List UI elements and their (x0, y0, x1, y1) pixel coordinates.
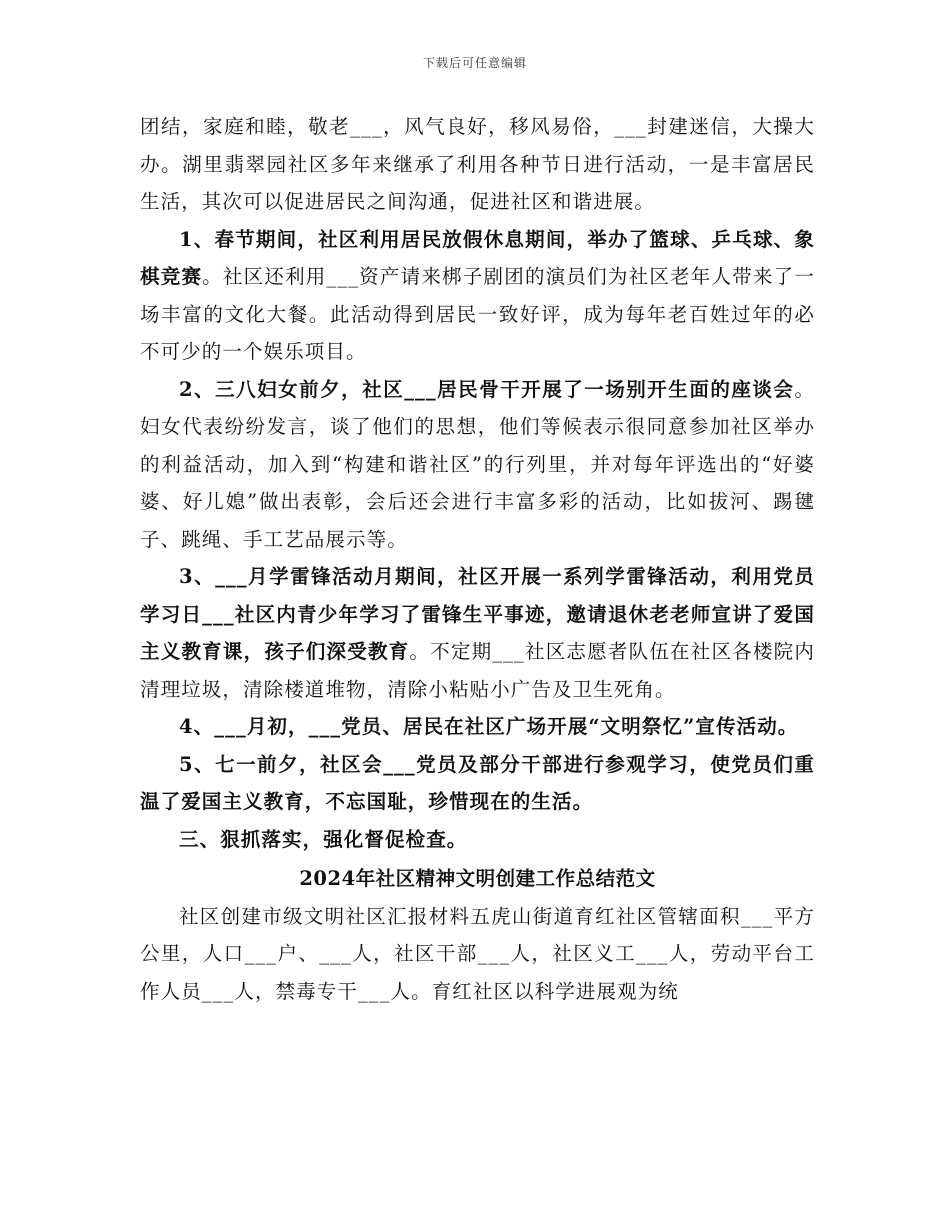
list-item-5: 5、七一前夕，社区会___党员及部分干部进行参观学习，使党员们重温了爱国主义教育，不忘国耻，珍惜现在的生活。 (140, 752, 815, 813)
list-item-4: 4、___月初，___党员、居民在社区广场开展“文明祭忆”宣传活动。 (179, 715, 799, 738)
list-item-3-body: 。不定期___社区志愿者队伍在社区各楼院内清理垃圾，清除楼道堆物，清除小粘贴小广告及卫生死角。 (140, 640, 815, 701)
list-item-3-heading: 3、___月学雷锋活动月期间，社区开展一系列学雷锋活动，利用党员学习日___社区内青少年学习了雷锋生平事迹，邀请退休老老师宣讲了爱国主义教育课，孩子们深受教育 (140, 565, 815, 663)
list-item-2 (140, 371, 815, 559)
list-item-2-body: 。妇女代表纷纷发言，谈了他们的思想，他们等候表示很同意参加社区举办的利益活动，加入到“构建和谐社区”的行列里，并对每年评选出的“好婆婆、好儿媳”做出表彰，会后还会进行丰富多彩的活动，比如拔河、踢毽子、跳绳、手工艺品展示等。 (140, 377, 815, 551)
paragraph-intro: 团结，家庭和睦，敬老___，风气良好，移风易俗，___封建迷信，大操大办。湖里翡翠园社区多年来继承了利用各种节日进行活动，一是丰富居民生活，其次可以促进居民之间沟通，促进社区和谐进展。 (140, 115, 815, 213)
list-item-2-heading: 2、三八妇女前夕，社区___居民骨干开展了一场别开生面的座谈会 (179, 377, 795, 401)
list-item-1-body: 。社区还利用___资产请来梆子剧团的演员们为社区老年人带来了一场丰富的文化大餐。此活动得到居民一致好评，成为每年老百姓过年的必不可少的一个娱乐项目。 (140, 265, 815, 363)
document-title: 2024年社区精神文明创建工作总结范文 (299, 867, 656, 890)
list-item-3 (140, 558, 815, 708)
section-heading-3: 三、狠抓落实，强化督促检查。 (179, 827, 468, 851)
paragraph-report: 社区创建市级文明社区汇报材料五虎山街道育红社区管辖面积___平方公里，人口___户、___人，社区干部___人，社区义工___人，劳动平台工作人员___人，禁毒专干___人。育红社区以科学进展观为统 (140, 904, 815, 1003)
list-item-1 (140, 221, 815, 371)
page-header: 下载后可任意编辑 (422, 56, 527, 70)
list-item-1-heading: 1、春节期间，社区利用居民放假休息期间，举办了篮球、乒乓球、象棋竞赛 (140, 227, 815, 288)
document-body (140, 108, 815, 1010)
